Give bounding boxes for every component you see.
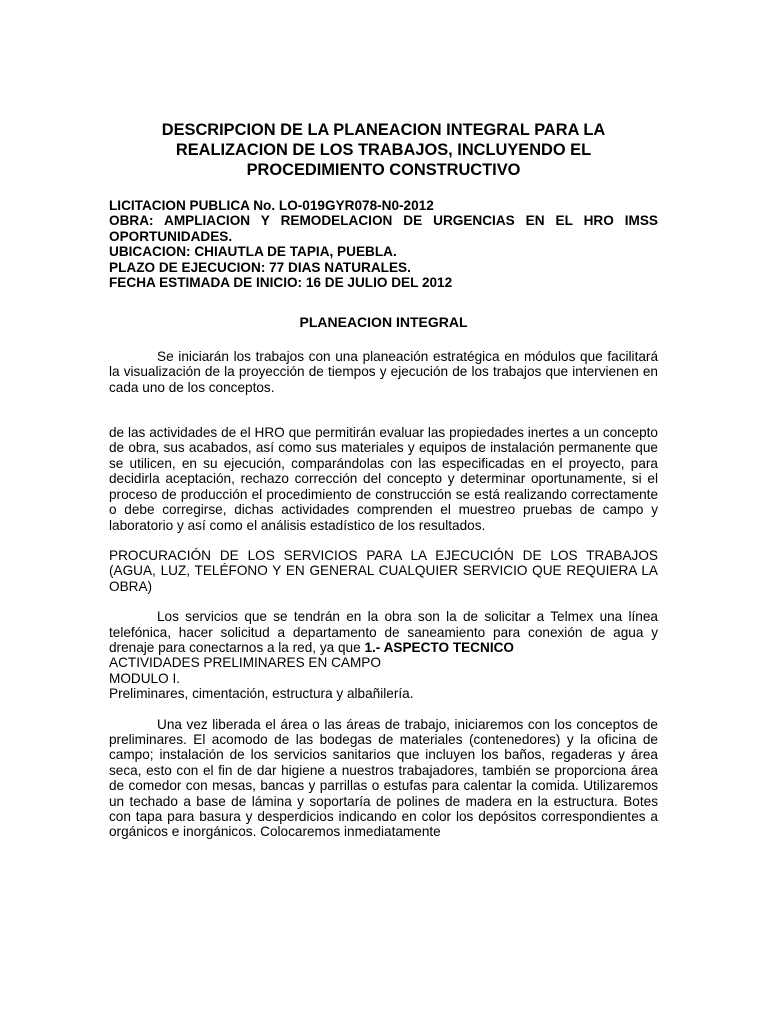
fecha-line: FECHA ESTIMADA DE INICIO: 16 DE JULIO DEL 2012 <box>109 275 453 291</box>
document-page <box>109 120 658 840</box>
activities-heading: ACTIVIDADES PRELIMINARES EN CAMPO <box>109 655 381 671</box>
module-subtitle: Preliminares, cimentación, estructura y albañilería. <box>109 686 414 702</box>
paragraph-preliminaries: Una vez liberada el área o las áreas de trabajo, iniciaremos con los conceptos de preliminares. El acomodo de las bodegas de materiales (contenedores) y la oficina de campo; instalación de los servicios sanitarios que incluyen los baños, regaderas y área seca, esto con el fin de dar higiene a nuestros trabajadores, también se proporciona área de comedor con mesas, bancas y parrillas o estufas para calentar la comida. Utilizaremos un techado a base de lámina y soportaría de polines de madera en la estructura. Botes con tapa para basura y desperdicios indicando en color los depósitos correspondientes a orgánicos e inorgánicos. Colocaremos inmediatamente <box>109 716 658 840</box>
obra-line: OBRA: AMPLIACION Y REMODELACION DE URGENCIAS EN EL HRO IMSS OPORTUNIDADES. <box>109 213 658 244</box>
document-title: DESCRIPCION DE LA PLANEACION INTEGRAL PARA LA REALIZACION DE LOS TRABAJOS, INCLUYENDO EL PROCEDIMIENTO CONSTRUCTIVO <box>161 121 606 179</box>
aspecto-tecnico-heading: 1.- ASPECTO TECNICO <box>364 639 514 655</box>
ubicacion-line: UBICACION: CHIAUTLA DE TAPIA, PUEBLA. <box>109 244 397 260</box>
services-text: Los servicios que se tendrán en la obra son la de solicitar a Telmex una línea telefónica, hacer solicitud a departamento de saneamiento para conexión de agua y drenaje para conectarnos a la red, ya que <box>109 609 658 655</box>
paragraph-procurement: PROCURACIÓN DE LOS SERVICIOS PARA LA EJECUCIÓN DE LOS TRABAJOS (AGUA, LUZ, TELÉFONO Y EN GENERAL CUALQUIER SERVICIO QUE REQUIERA LA OBRA) <box>109 547 658 594</box>
section-title: PLANEACION INTEGRAL <box>299 314 468 331</box>
licitacion-line: LICITACION PUBLICA No. LO-019GYR078-N0-2012 <box>109 198 434 213</box>
paragraph-intro: Se iniciarán los trabajos con una planeación estratégica en módulos que facilitará la visualización de la proyección de tiempos y ejecución de los trabajos que intervienen en cada uno de los conceptos. <box>109 348 658 395</box>
paragraph-services <box>109 609 658 655</box>
plazo-line: PLAZO DE EJECUCION: 77 DIAS NATURALES. <box>109 259 411 275</box>
module-title: MODULO I. <box>109 670 180 686</box>
paragraph-activities: de las actividades de el HRO que permitirán evaluar las propiedades inertes a un concepto de obra, sus acabados, así como sus materiales y equipos de instalación permanente que se utilicen, en su ejecución, comparándolas con las especificadas en el proyecto, para decidirla aceptación, rechazo corrección del concepto y determinar oportunamente, si el proceso de producción el procedimiento de construcción se está realizando correctamente o debe corregirse, dichas actividades comprenden el muestreo pruebas de campo y laboratorio y así como el análisis estadístico de los resultados. <box>109 425 658 533</box>
